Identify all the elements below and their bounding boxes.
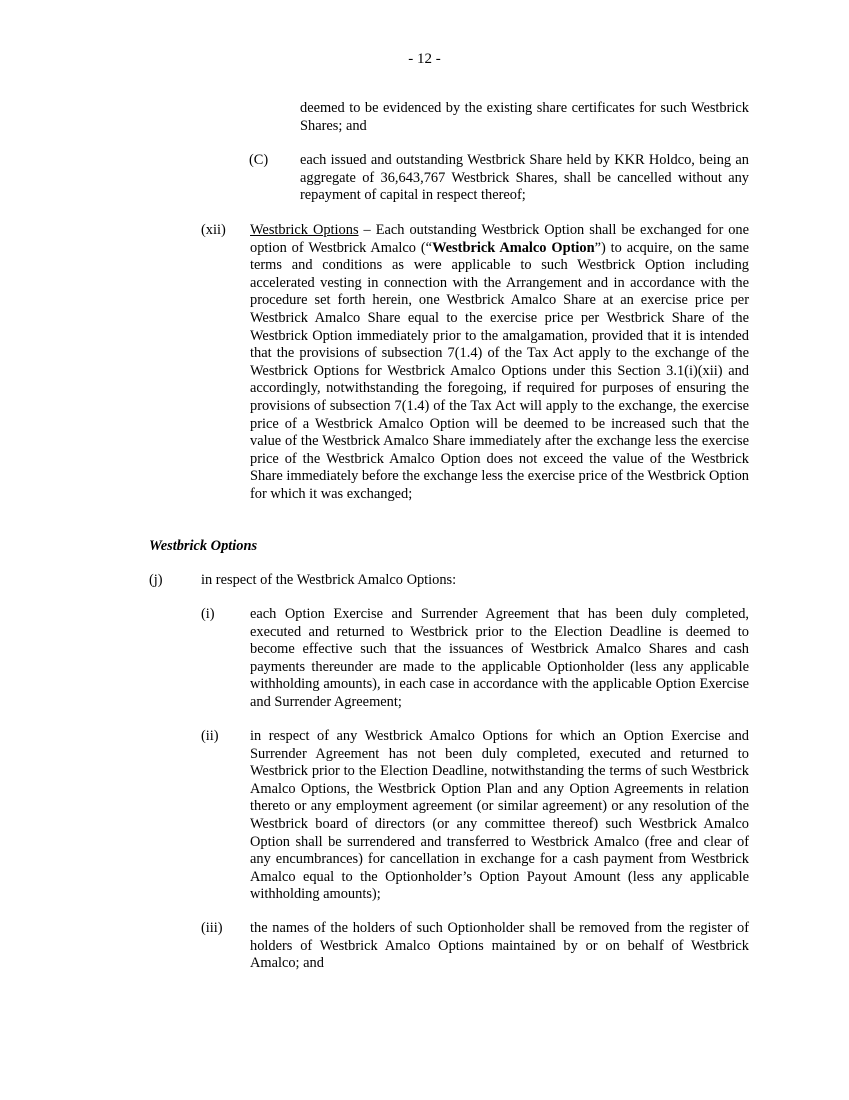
item-ii-paragraph	[250, 728, 749, 904]
section-heading: Westbrick Options	[149, 538, 258, 554]
item-c-number: (C)	[249, 152, 269, 168]
item-i-text: each Option Exercise and Surrender Agreement that has been duly completed, executed and returned to Westbrick prior to the Election Deadline is deemed to become effective such that the issuances of Westbrick Amalco Shares and cash payments thereunder are made to the applicable Optionholder (less any applicable withholding amounts), in each case in accordance with the applicable Option Exercise and Surrender Agreement;	[250, 606, 749, 710]
item-c-paragraph	[300, 152, 749, 205]
item-j-paragraph	[201, 572, 749, 590]
item-j-text: in respect of the Westbrick Amalco Options:	[201, 572, 457, 588]
page-number: - 12 -	[408, 51, 441, 67]
item-iii-text: the names of the holders of such Optionholder shall be removed from the register of holders of Westbrick Amalco Options maintained by or on behalf of Westbrick Amalco; and	[250, 920, 749, 972]
item-ii-number: (ii)	[201, 728, 219, 744]
item-i-number: (i)	[201, 606, 215, 622]
item-xii-paragraph	[250, 222, 749, 504]
item-xii-dash: – Each outstanding Westbrick Option shall be exchanged for one option of Westbrick Amalco (“	[250, 222, 749, 256]
item-xii-number: (xii)	[201, 222, 226, 238]
item-xii-defined-term: Westbrick Amalco Option	[432, 239, 595, 256]
item-xii-text: ”) to acquire, on the same terms and conditions as were applicable to such Westbrick Option including accelerated vesting in connection with the Arrangement and in accordance with the procedure set forth herein, one Westbrick Amalco Share at an exercise price per Westbrick Amalco Share equal to the exercise price per Westbrick Share of the Westbrick Option immediately prior to the amalgamation, provided that it is intended that the provisions of subsection 7(1.4) of the Tax Act apply to the exchange of the Westbrick Options for Westbrick Amalco Options under this Section 3.1(i)(xii) and accordingly, notwithstanding the foregoing, if required for purposes of ensuring the provisions of subsection 7(1.4) of the Tax Act will apply to the exchange, the exercise price of a Westbrick Amalco Option will be deemed to be increased such that the value of the Westbrick Amalco Share immediately after the exchange less the exercise price of the Westbrick Amalco Option does not exceed the value of the Westbrick Share immediately before the exchange less the exercise price of the Westbrick Option for which it was exchanged;	[250, 239, 749, 502]
item-c-text: each issued and outstanding Westbrick Share held by KKR Holdco, being an aggregate of 36,643,767 Westbrick Shares, shall be cancelled without any repayment of capital in respect thereof;	[300, 152, 749, 204]
item-ii-text: in respect of any Westbrick Amalco Options for which an Option Exercise and Surrender Agreement has not been duly completed, executed and returned to Westbrick prior to the Election Deadline, notwithstanding the terms of such Westbrick Amalco Options, the Westbrick Option Plan and any Option Agreements in relation thereto or any employment agreement (or similar agreement) or any resolution of the Westbrick board of directors (or any committee thereof) such Westbrick Amalco Option shall be surrendered and transferred to Westbrick Amalco (free and clear of any encumbrances) for cancellation in exchange for a cash payment from Westbrick Amalco equal to the Optionholder’s Option Payout Amount (less any applicable withholding amounts);	[250, 728, 749, 903]
item-iii-paragraph	[250, 920, 749, 973]
continuation-paragraph	[300, 100, 749, 135]
item-iii-number: (iii)	[201, 920, 223, 936]
continuation-text: deemed to be evidenced by the existing share certificates for such Westbrick Shares; and	[300, 100, 749, 134]
item-j-number: (j)	[149, 572, 163, 588]
item-xii-title: Westbrick Options	[250, 222, 359, 238]
item-i-paragraph	[250, 606, 749, 712]
